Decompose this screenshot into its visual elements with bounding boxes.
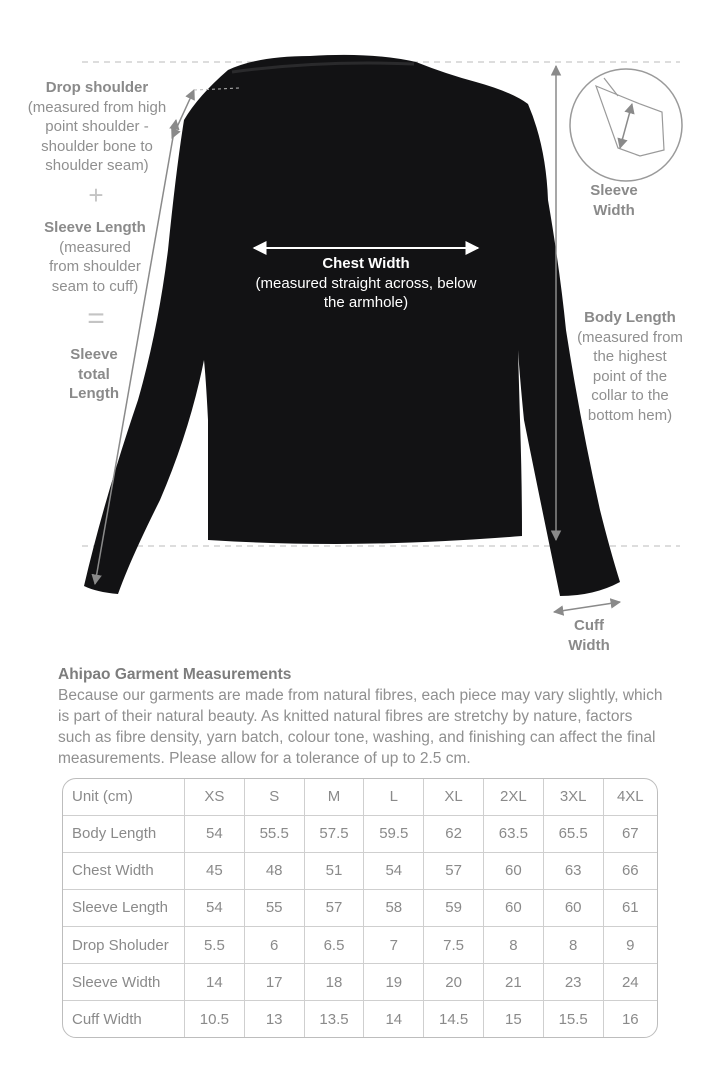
table-cell: 63.5 <box>483 815 543 852</box>
size-table <box>63 779 657 1037</box>
table-cell: 21 <box>483 964 543 1001</box>
drop-shoulder-label: Drop shoulder (measured from high point shoulder - shoulder bone to shoulder seam) <box>27 79 167 174</box>
table-cell: 24 <box>603 964 657 1001</box>
table-cell: 7.5 <box>424 927 484 964</box>
table-cell: 48 <box>244 852 304 889</box>
row-label: Chest Width <box>63 852 185 889</box>
table-cell: 60 <box>483 889 543 926</box>
table-cell: 57.5 <box>304 815 364 852</box>
table-cell: 14.5 <box>424 1001 484 1037</box>
table-cell: 59 <box>424 889 484 926</box>
table-cell: 62 <box>424 815 484 852</box>
table-cell: 13 <box>244 1001 304 1037</box>
header-cell: Unit (cm) <box>63 779 185 815</box>
table-cell: 61 <box>603 889 657 926</box>
equals-sign: = <box>87 302 105 335</box>
sleeve-total-length-label: Sleeve total Length <box>69 346 119 402</box>
header-cell: 2XL <box>483 779 543 815</box>
table-header-row <box>63 779 657 815</box>
measurement-info <box>58 664 668 769</box>
table-cell: 57 <box>424 852 484 889</box>
info-body: Because our garments are made from natural fibres, each piece may vary slightly, which is part of their natural beauty. As knitted natural fibres are stretchy by nature, factors such as fibre density, yarn batch, colour tone, washing, and finishing can affect the final measurements. Please allow for a tolerance of up to 2.5 cm. <box>58 687 663 767</box>
table-cell: 54 <box>185 815 245 852</box>
table-cell: 19 <box>364 964 424 1001</box>
table-cell: 67 <box>603 815 657 852</box>
table-row <box>63 889 657 926</box>
table-cell: 10.5 <box>185 1001 245 1037</box>
table-cell: 14 <box>364 1001 424 1037</box>
table-cell: 7 <box>364 927 424 964</box>
header-cell: S <box>244 779 304 815</box>
sleeve-width-label: Sleeve Width <box>590 182 638 219</box>
table-cell: 63 <box>543 852 603 889</box>
sleeve-width-inset <box>570 69 682 181</box>
table-cell: 66 <box>603 852 657 889</box>
table-cell: 51 <box>304 852 364 889</box>
header-cell: XS <box>185 779 245 815</box>
table-cell: 15.5 <box>543 1001 603 1037</box>
table-cell: 18 <box>304 964 364 1001</box>
cuff-width-arrow <box>554 602 620 612</box>
row-label: Sleeve Width <box>63 964 185 1001</box>
table-cell: 55 <box>244 889 304 926</box>
table-cell: 23 <box>543 964 603 1001</box>
table-cell: 5.5 <box>185 927 245 964</box>
table-cell: 6.5 <box>304 927 364 964</box>
table-cell: 8 <box>543 927 603 964</box>
table-cell: 60 <box>543 889 603 926</box>
table-cell: 60 <box>483 852 543 889</box>
row-label: Sleeve Length <box>63 889 185 926</box>
header-cell: L <box>364 779 424 815</box>
table-cell: 59.5 <box>364 815 424 852</box>
header-cell: XL <box>424 779 484 815</box>
table-cell: 13.5 <box>304 1001 364 1037</box>
table-cell: 57 <box>304 889 364 926</box>
row-label: Cuff Width <box>63 1001 185 1037</box>
table-row <box>63 1001 657 1037</box>
table-row <box>63 964 657 1001</box>
row-label: Drop Sholuder <box>63 927 185 964</box>
body-length-label: Body Length (measured from the highest point of the collar to the bottom hem) <box>577 309 683 424</box>
table-cell: 54 <box>185 889 245 926</box>
table-row <box>63 815 657 852</box>
table-cell: 54 <box>364 852 424 889</box>
table-row <box>63 927 657 964</box>
table-cell: 14 <box>185 964 245 1001</box>
header-cell: 4XL <box>603 779 657 815</box>
size-table-container <box>62 778 658 1038</box>
sleeve-length-label: Sleeve Length (measured from shoulder seam to cuff) <box>44 219 146 295</box>
table-cell: 9 <box>603 927 657 964</box>
header-cell: M <box>304 779 364 815</box>
plus-sign: + <box>88 180 104 210</box>
table-cell: 16 <box>603 1001 657 1037</box>
table-cell: 8 <box>483 927 543 964</box>
table-cell: 15 <box>483 1001 543 1037</box>
table-cell: 55.5 <box>244 815 304 852</box>
cuff-width-label: Cuff Width <box>568 617 610 654</box>
table-cell: 45 <box>185 852 245 889</box>
table-row <box>63 852 657 889</box>
row-label: Body Length <box>63 815 185 852</box>
table-cell: 65.5 <box>543 815 603 852</box>
header-cell: 3XL <box>543 779 603 815</box>
table-cell: 6 <box>244 927 304 964</box>
table-cell: 17 <box>244 964 304 1001</box>
chest-width-label: Chest Width (measured straight across, below the armhole) <box>255 255 477 311</box>
info-heading: Ahipao Garment Measurements <box>58 666 292 683</box>
table-cell: 20 <box>424 964 484 1001</box>
table-cell: 58 <box>364 889 424 926</box>
